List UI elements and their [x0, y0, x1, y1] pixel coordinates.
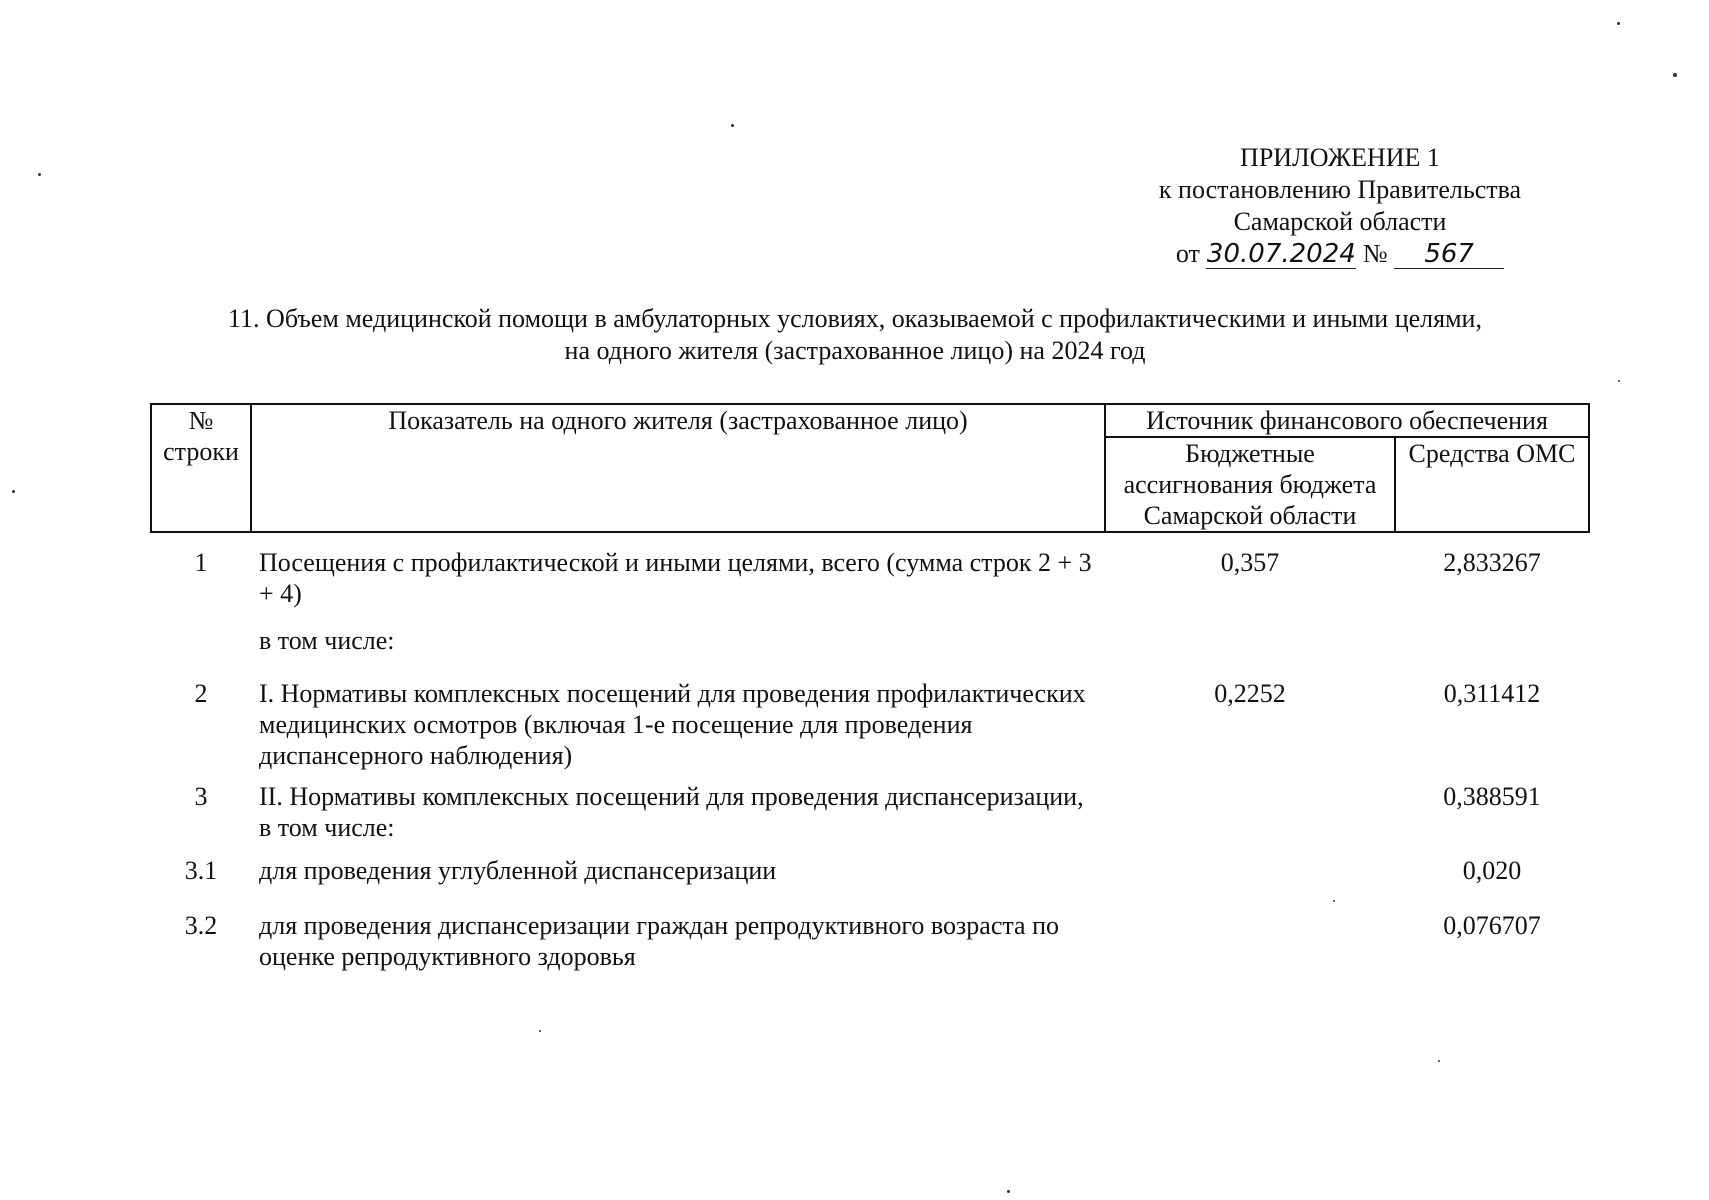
table-row	[151, 843, 1589, 886]
row-budget-value	[1105, 771, 1395, 843]
volume-table	[150, 403, 1590, 972]
table-row	[151, 532, 1589, 609]
scan-speck	[1007, 1190, 1010, 1193]
row-number: 3.2	[184, 911, 218, 940]
handwritten-date: 30.07.2024	[1206, 239, 1356, 269]
scan-speck	[731, 124, 734, 127]
row-indicator: I. Нормативы комплексных посещений для проведения профилактических медицинских осмотров (включая 1-е посещение для проведения диспансерного наблюдения)	[259, 679, 1086, 770]
scan-speck	[1673, 73, 1677, 77]
scan-speck	[1438, 1060, 1440, 1062]
table-row	[151, 609, 1589, 656]
table-row	[151, 771, 1589, 843]
row-oms-value: 2,833267	[1443, 548, 1541, 577]
title-line1: 11. Объем медицинской помощи в амбулаторных условиях, оказываемой с профилактическими и иными целями,	[228, 304, 1482, 333]
row-number	[151, 609, 251, 656]
row-budget-value: 0,2252	[1214, 679, 1286, 708]
table-row	[151, 886, 1589, 972]
row-budget-value	[1105, 609, 1395, 656]
scan-speck	[38, 173, 41, 176]
row-number: 2	[194, 679, 208, 708]
scan-speck	[1333, 900, 1335, 902]
scan-speck	[12, 490, 15, 493]
appendix-title: ПРИЛОЖЕНИЕ 1	[1240, 143, 1440, 172]
scan-speck	[539, 1030, 541, 1032]
row-oms-value: 0,311412	[1443, 679, 1541, 708]
title-line2: на одного жителя (застрахованное лицо) на 2024 год	[564, 336, 1146, 365]
scan-speck	[1618, 380, 1620, 382]
number-label: №	[1362, 239, 1388, 268]
row-oms-value: 0,020	[1462, 856, 1522, 885]
row-number: 3.1	[184, 856, 218, 885]
row-number: 1	[194, 548, 208, 577]
row-oms-value: 0,388591	[1443, 782, 1541, 811]
row-budget-value: 0,357	[1220, 548, 1280, 577]
header-row-number: № строки	[151, 404, 251, 532]
header-indicator: Показатель на одного жителя (застрахованное лицо)	[251, 404, 1105, 532]
scan-speck	[1617, 22, 1620, 25]
row-indicator: для проведения диспансеризации граждан репродуктивного возраста по оценке репродуктивного здоровья	[259, 911, 1060, 971]
header-budget: Бюджетные ассигнования бюджета Самарской области	[1105, 437, 1395, 532]
header-funding-source: Источник финансового обеспечения	[1105, 404, 1589, 437]
handwritten-number: 567	[1394, 240, 1504, 269]
row-indicator: II. Нормативы комплексных посещений для проведения диспансеризации, в том числе:	[259, 782, 1084, 842]
from-label: от	[1175, 239, 1200, 268]
appendix-line1: к постановлению Правительства	[1158, 175, 1522, 204]
row-budget-value	[1105, 843, 1395, 886]
row-indicator: Посещения с профилактической и иными целями, всего (сумма строк 2 + 3 + 4)	[259, 548, 1092, 608]
row-indicator: для проведения углубленной диспансеризации	[259, 856, 777, 885]
header-oms: Средства ОМС	[1395, 437, 1589, 532]
row-indicator: в том числе:	[259, 626, 395, 655]
appendix-header	[1100, 142, 1580, 270]
document-title	[140, 303, 1570, 367]
table-row	[151, 656, 1589, 771]
row-oms-value: 0,076707	[1443, 911, 1541, 940]
appendix-date-line	[1176, 238, 1504, 270]
appendix-line2: Самарской области	[1233, 207, 1447, 236]
row-number: 3	[194, 782, 208, 811]
row-budget-value	[1105, 886, 1395, 972]
row-oms-value	[1395, 609, 1589, 656]
